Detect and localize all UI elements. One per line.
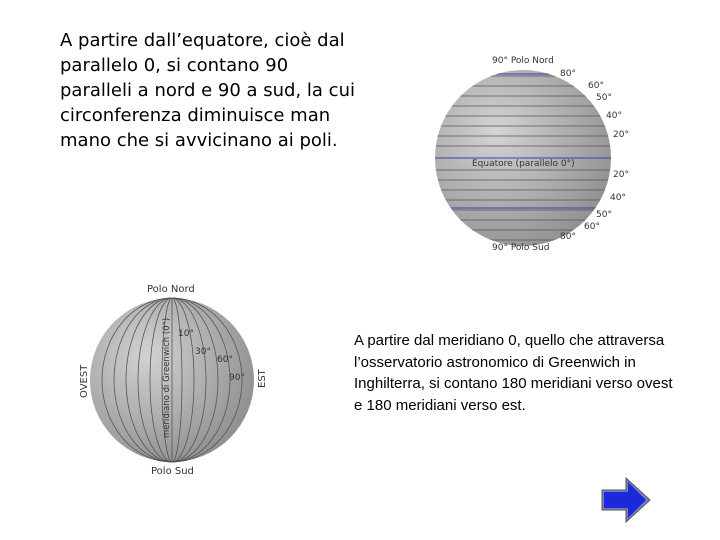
meridians-globe bbox=[75, 278, 275, 478]
east-label: EST bbox=[257, 369, 268, 388]
meridians-globe-figure bbox=[75, 278, 275, 478]
parallel-label-n60: 60° bbox=[588, 81, 604, 91]
parallel-label-n40: 40° bbox=[606, 111, 622, 121]
parallels-globe-figure bbox=[430, 48, 630, 263]
degree-label-10: 10° bbox=[178, 329, 194, 339]
parallels-description: A partire dall’equatore, cioè dal parallelo 0, si contano 90 paralleli a nord e 90 a sud, la cui circonferenza diminuisce man mano che si avvicinano ai poli. bbox=[60, 30, 355, 151]
equator-label: Equatore (parallelo 0°) bbox=[472, 159, 575, 169]
south-pole-label: 90° Polo Sud bbox=[492, 243, 550, 253]
parallel-label-s60: 60° bbox=[584, 222, 600, 232]
parallel-label-s50: 50° bbox=[596, 210, 612, 220]
meridians-description: A partire dal meridiano 0, quello che attraversa l’osservatorio astronomico di Greenwich in Inghilterra, si contano 180 meridiani verso ovest e 180 meridiani verso est. bbox=[354, 332, 673, 414]
west-label: OVEST bbox=[79, 364, 90, 398]
meridian-north-pole-label: Polo Nord bbox=[147, 284, 195, 295]
north-pole-label: 90° Polo Nord bbox=[492, 56, 554, 66]
degree-label-90: 90° bbox=[229, 373, 245, 383]
degree-label-60: 60° bbox=[217, 355, 233, 365]
parallel-label-s80: 80° bbox=[560, 232, 576, 242]
next-slide-button[interactable] bbox=[600, 476, 652, 524]
parallel-label-s40: 40° bbox=[610, 193, 626, 203]
parallel-label-s20: 20° bbox=[613, 170, 629, 180]
meridian-south-pole-label: Polo Sud bbox=[151, 466, 194, 477]
parallels-globe bbox=[430, 48, 630, 263]
next-arrow-icon bbox=[600, 476, 652, 524]
prime-meridian-label: meridiano di Greenwich (0°) bbox=[162, 317, 172, 438]
degree-label-30: 30° bbox=[195, 347, 211, 357]
parallel-label-n20: 20° bbox=[613, 130, 629, 140]
parallel-label-n80: 80° bbox=[560, 69, 576, 79]
parallel-label-n50: 50° bbox=[596, 93, 612, 103]
